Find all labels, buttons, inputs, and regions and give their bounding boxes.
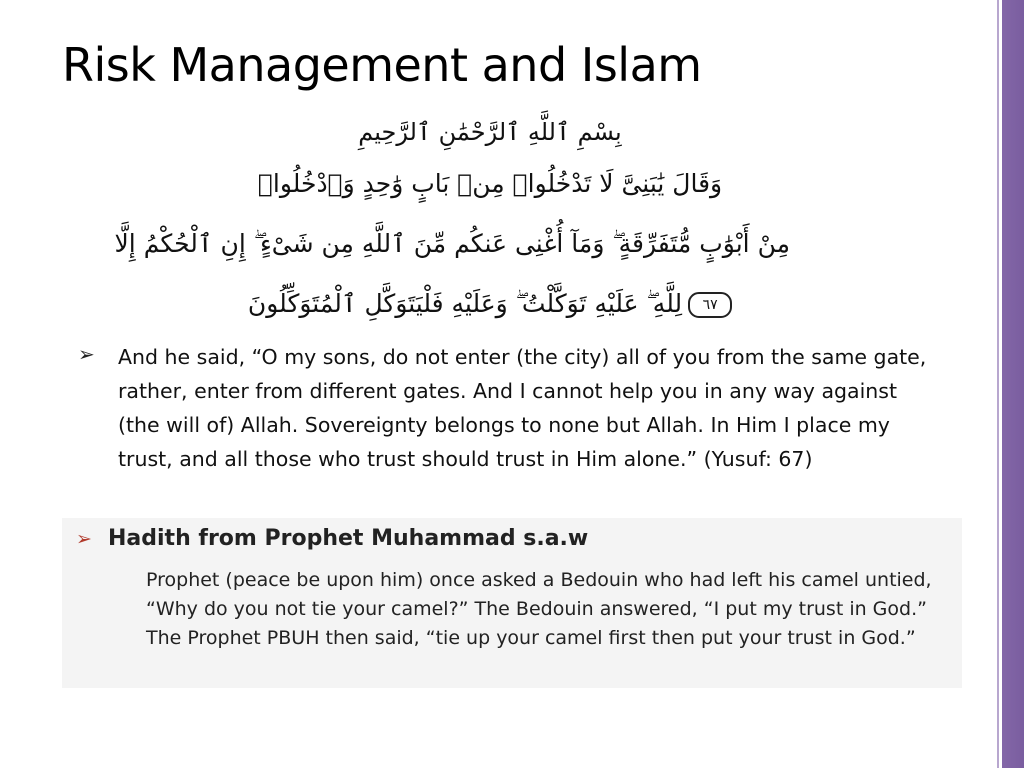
quote-bullet: [78, 340, 938, 510]
decorative-side-bar: [994, 0, 1024, 768]
arrow-bullet-icon: ➢: [76, 529, 92, 550]
arrow-bullet-icon: ➢: [78, 344, 95, 366]
verse-line-2: مِنْ أَبْوَٰبٍ مُّتَفَرِّقَةٍ ۖ وَمَآ أُغْنِى عَنكُم مِّنَ ٱللَّهِ مِن شَىْءٍ ۖ إِنِ ٱلْحُكْمُ إِلَّا: [114, 229, 790, 258]
hadith-body: Prophet (peace be upon him) once asked a Bedouin who had left his camel untied, “Why do you not tie your camel?” The Bedouin answered, “I put my trust in God.” The Prophet PBUH then said, “tie up your camel first then put your trust in God.”: [146, 569, 932, 649]
hadith-image-box: [62, 518, 962, 688]
quote-text: And he said, “O my sons, do not enter (the city) all of you from the same gate, rather, enter from different gates. And I cannot help you in any way against (the will of) Allah. Sovereignty belongs to none but Allah. In Him I place my trust, and all those who trust should trust in Him alone.” (Yusuf: 67): [118, 345, 927, 471]
slide-title: Risk Management and Islam: [62, 38, 702, 92]
quran-verse-image: [114, 110, 790, 335]
hadith-heading: Hadith from Prophet Muhammad s.a.w: [108, 526, 589, 551]
ayah-number-marker: ٦٧: [688, 292, 732, 318]
verse-line-3-text: لِلَّهِ ۖ عَلَيْهِ تَوَكَّلْتُ ۖ وَعَلَيْهِ فَلْيَتَوَكَّلِ ٱلْمُتَوَكِّلُونَ: [247, 289, 683, 318]
verse-line-1: وَقَالَ يَٰبَنِىَّ لَا تَدْخُلُوا۟ مِنۢ بَابٍ وَٰحِدٍ وَٱدْخُلُوا۟: [257, 169, 723, 198]
basmala-text: بِسْمِ ٱللَّهِ ٱلرَّحْمَٰنِ ٱلرَّحِيمِ: [358, 118, 622, 146]
verse-line-3: [190, 274, 790, 334]
